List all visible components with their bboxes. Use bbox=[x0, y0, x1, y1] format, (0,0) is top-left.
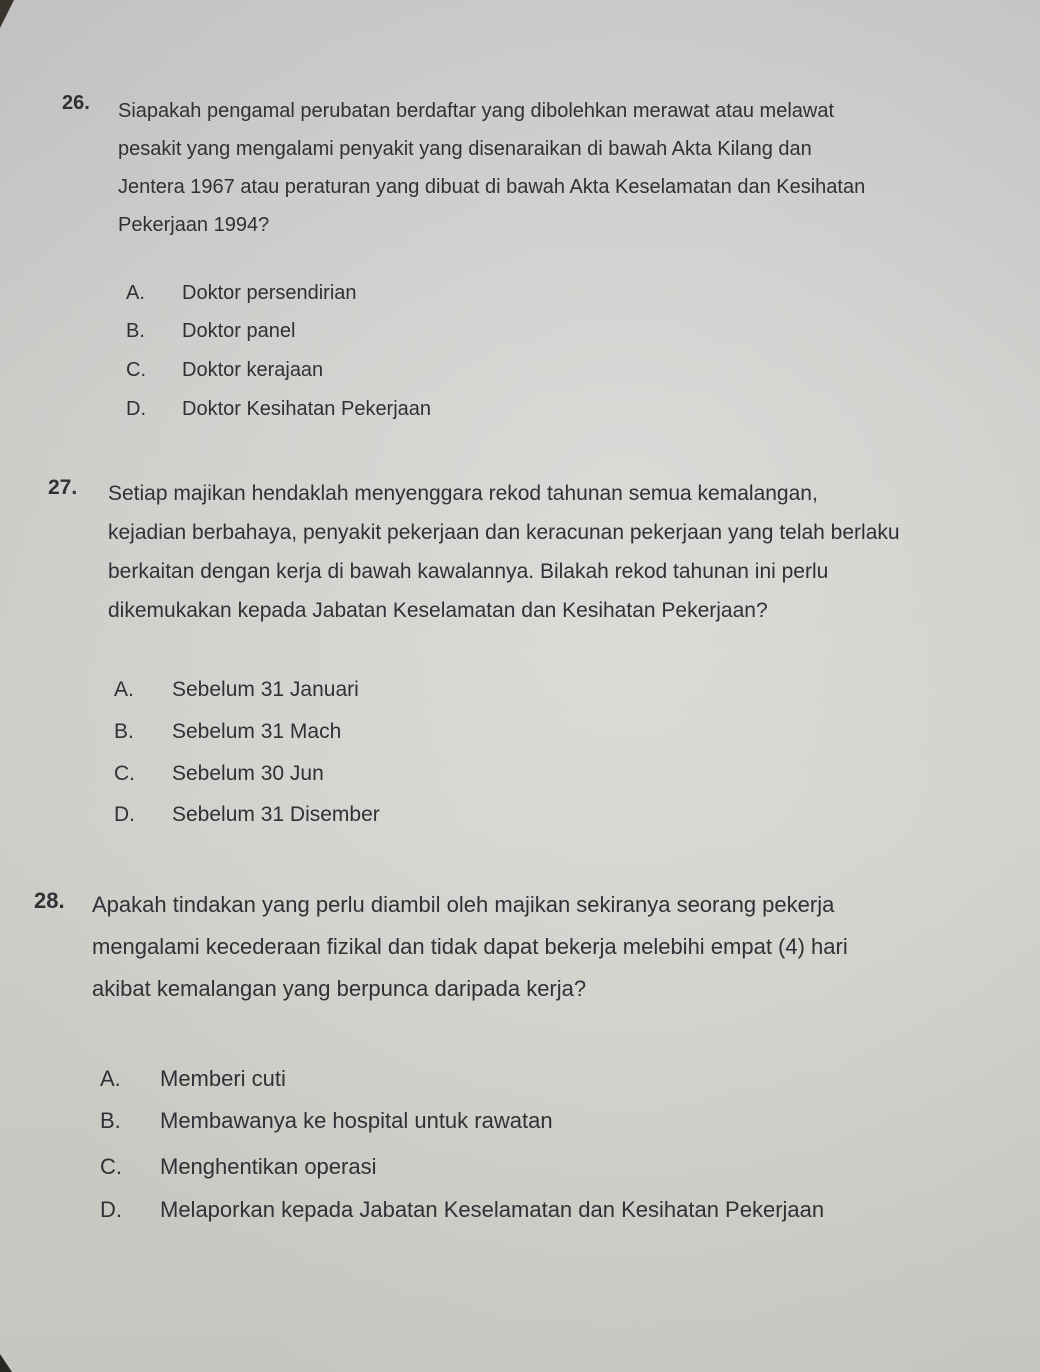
option-letter: C. bbox=[100, 1154, 122, 1179]
option-text: Menghentikan operasi bbox=[160, 1154, 377, 1179]
option-letter: B. bbox=[100, 1108, 121, 1133]
option-a bbox=[114, 678, 359, 702]
option-a bbox=[100, 1066, 286, 1092]
option-letter: D. bbox=[100, 1197, 122, 1222]
option-letter: D. bbox=[126, 398, 146, 420]
question-line: akibat kemalangan yang berpunca daripada kerja? bbox=[92, 976, 587, 1001]
option-text: Doktor panel bbox=[182, 320, 296, 342]
option-text: Memberi cuti bbox=[160, 1066, 286, 1091]
page-corner-shadow-bottom bbox=[0, 1354, 12, 1372]
option-c bbox=[114, 762, 324, 786]
option-letter: B. bbox=[114, 720, 134, 743]
question-line: berkaitan dengan kerja di bawah kawalannya. Bilakah rekod tahunan ini perlu bbox=[108, 560, 829, 583]
option-letter: A. bbox=[126, 282, 145, 304]
option-text: Sebelum 31 Januari bbox=[172, 678, 359, 701]
option-letter: A. bbox=[100, 1066, 121, 1091]
option-text: Doktor Kesihatan Pekerjaan bbox=[182, 398, 432, 420]
question-number: 27. bbox=[48, 476, 78, 499]
question-text bbox=[92, 884, 972, 1010]
page-corner-shadow bbox=[0, 0, 14, 28]
option-d bbox=[126, 398, 431, 421]
option-letter: B. bbox=[126, 320, 145, 342]
option-c bbox=[126, 359, 323, 382]
option-letter: D. bbox=[114, 803, 135, 826]
option-letter: A. bbox=[114, 678, 134, 701]
option-text: Sebelum 31 Disember bbox=[172, 803, 380, 826]
option-text: Sebelum 31 Mach bbox=[172, 720, 342, 743]
question-line: pesakit yang mengalami penyakit yang disenaraikan di bawah Akta Kilang dan bbox=[118, 138, 812, 160]
option-b bbox=[126, 320, 295, 343]
option-b bbox=[100, 1108, 553, 1134]
question-line: Apakah tindakan yang perlu diambil oleh majikan sekiranya seorang pekerja bbox=[92, 892, 835, 917]
option-c bbox=[100, 1154, 376, 1180]
question-line: Setiap majikan hendaklah menyenggara rekod tahunan semua kemalangan, bbox=[108, 482, 818, 505]
option-text: Doktor kerajaan bbox=[182, 359, 324, 381]
option-letter: C. bbox=[126, 359, 146, 381]
question-line: Pekerjaan 1994? bbox=[118, 214, 270, 236]
question-line: Jentera 1967 atau peraturan yang dibuat di bawah Akta Keselamatan dan Kesihatan bbox=[118, 176, 866, 198]
option-letter: C. bbox=[114, 762, 135, 785]
question-line: dikemukakan kepada Jabatan Keselamatan dan Kesihatan Pekerjaan? bbox=[108, 599, 768, 622]
question-number: 26. bbox=[62, 92, 90, 114]
option-text: Doktor persendirian bbox=[182, 282, 357, 304]
question-line: Siapakah pengamal perubatan berdaftar yang dibolehkan merawat atau melawat bbox=[118, 100, 835, 122]
question-line: mengalami kecederaan fizikal dan tidak dapat bekerja melebihi empat (4) hari bbox=[92, 934, 848, 959]
question-line: kejadian berbahaya, penyakit pekerjaan dan keracunan pekerjaan yang telah berlaku bbox=[108, 521, 900, 544]
option-text: Melaporkan kepada Jabatan Keselamatan dan Kesihatan Pekerjaan bbox=[160, 1197, 825, 1222]
question-text bbox=[108, 474, 1020, 630]
option-d bbox=[114, 803, 380, 827]
option-text: Sebelum 30 Jun bbox=[172, 762, 324, 785]
question-number: 28. bbox=[34, 888, 65, 913]
option-b bbox=[114, 720, 341, 744]
option-a bbox=[126, 282, 357, 305]
question-text bbox=[118, 92, 988, 244]
option-text: Membawanya ke hospital untuk rawatan bbox=[160, 1108, 553, 1133]
option-d bbox=[100, 1197, 824, 1223]
